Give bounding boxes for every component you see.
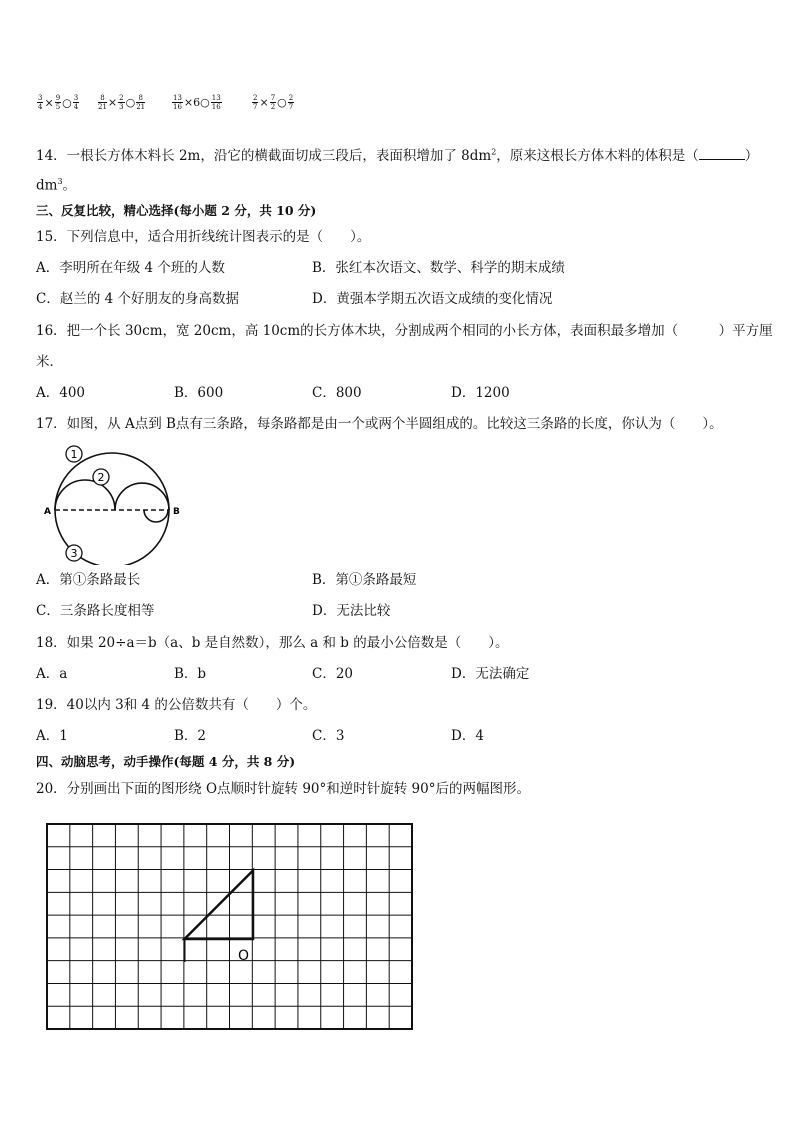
operator: × xyxy=(259,96,269,109)
q15-option-a[interactable]: A．李明所在年级 4 个班的人数 xyxy=(36,260,225,276)
grid-figure xyxy=(46,823,414,1033)
denominator: 4 xyxy=(38,103,43,111)
question-14 xyxy=(36,147,758,164)
denominator: 7 xyxy=(288,103,294,111)
q17-option-a[interactable]: A．第①条路最长 xyxy=(36,572,141,588)
point-o-label: O xyxy=(238,948,250,964)
q16-option-c[interactable]: C．800 xyxy=(312,385,362,401)
bracket-close: ） xyxy=(744,148,759,164)
q19-option-b[interactable]: B．2 xyxy=(174,728,207,744)
q16-option-b[interactable]: B．600 xyxy=(174,385,224,401)
operator: ×6○ xyxy=(183,96,210,109)
unit: dm xyxy=(36,177,58,194)
q18-option-c[interactable]: C．20 xyxy=(312,666,354,682)
period: 。 xyxy=(62,177,77,194)
q19-option-a[interactable]: A．1 xyxy=(36,728,68,744)
q17-option-d[interactable]: D．无法比较 xyxy=(312,603,391,619)
expression-1 xyxy=(36,96,80,109)
q17-option-b[interactable]: B．第①条路最短 xyxy=(312,572,417,588)
question-14-line-2 xyxy=(36,178,76,193)
denominator: 21 xyxy=(98,103,107,111)
right-triangle xyxy=(185,871,254,940)
operator: × xyxy=(44,96,54,109)
compare-circle: ○ xyxy=(62,96,72,109)
question-17-stem: 17．如图，从 A点到 B点有三条路，每条路都是由一个或两个半圆组成的。比较这三条路的长度，你认为（ ）。 xyxy=(36,416,723,432)
numerator: 2 xyxy=(119,94,124,102)
question-19-stem: 19．40以内 3和 4 的公倍数共有（ ）个。 xyxy=(36,697,317,713)
denominator: 21 xyxy=(136,103,146,111)
question-15-stem: 15．下列信息中，适合用折线统计图表示的是（ ）。 xyxy=(36,229,371,245)
q15-option-b[interactable]: B．张红本次语文、数学、科学的期末成绩 xyxy=(312,260,565,276)
numerator: 13 xyxy=(173,94,182,102)
denominator: 2 xyxy=(270,103,276,111)
question-16-stem-2: 米． xyxy=(36,354,63,370)
superscript: 2 xyxy=(491,147,497,157)
denominator: 16 xyxy=(211,103,221,111)
question-14-text: 14．一根长方体木料长 2m，沿它的横截面切成三段后，表面积增加了 8dm xyxy=(36,148,492,164)
path-2-right-semicircle xyxy=(115,483,169,510)
expression-2 xyxy=(97,94,146,111)
numerator: 8 xyxy=(98,94,107,103)
numerator: 2 xyxy=(253,94,258,102)
point-b-label: B xyxy=(173,507,180,517)
q16-option-a[interactable]: A．400 xyxy=(36,385,86,401)
denominator: 7 xyxy=(253,103,258,111)
q19-option-c[interactable]: C．3 xyxy=(312,728,345,744)
operator: × xyxy=(107,96,118,109)
q18-option-b[interactable]: B．b xyxy=(174,666,207,682)
fraction-expressions xyxy=(36,94,80,111)
path-1-label: 1 xyxy=(70,448,78,461)
numerator: 3 xyxy=(38,94,43,102)
grid-lines xyxy=(47,824,412,1029)
denominator: 4 xyxy=(73,103,79,111)
numerator: 13 xyxy=(211,94,221,102)
path-2-left-semicircle xyxy=(55,480,115,510)
question-20-stem: 20．分别画出下面的图形绕 O点顺时针旋转 90°和逆时针旋转 90°后的两幅图形。 xyxy=(36,781,530,797)
q18-option-a[interactable]: A．a xyxy=(36,666,68,682)
question-14-text-2: ，原来这根长方体木料的体积是（ xyxy=(496,148,699,164)
section-4-heading: 四、动脑思考，动手操作(每题 4 分，共 8 分) xyxy=(36,754,296,769)
question-16-stem: 16．把一个长 30cm，宽 20cm，高 10cm的长方体木块，分割成两个相同的小长方体，表面积最多增加（ ）平方厘 xyxy=(36,323,773,339)
numerator: 9 xyxy=(55,94,61,102)
point-a-label: A xyxy=(44,507,51,517)
compare-circle: ○ xyxy=(125,96,136,109)
q19-option-d[interactable]: D．4 xyxy=(451,728,484,744)
answer-blank[interactable] xyxy=(699,147,745,160)
compare-circle: ○ xyxy=(277,96,287,109)
q17-option-c[interactable]: C．三条路长度相等 xyxy=(36,603,155,619)
denominator: 5 xyxy=(55,103,61,111)
expression-4 xyxy=(251,94,295,111)
q15-option-d[interactable]: D．黄强本学期五次语文成绩的变化情况 xyxy=(312,291,553,307)
denominator: 3 xyxy=(119,103,124,111)
path-2-label: 2 xyxy=(97,471,105,484)
q15-option-c[interactable]: C．赵兰的 4 个好朋友的身高数据 xyxy=(36,291,240,307)
semicircle-paths-figure xyxy=(40,440,190,565)
question-18-stem: 18．如果 20÷a＝b（a、b 是自然数），那么 a 和 b 的最小公倍数是（ ）。 xyxy=(36,635,509,651)
numerator: 8 xyxy=(136,94,145,103)
expression-3 xyxy=(171,94,223,111)
numerator: 7 xyxy=(270,94,276,102)
denominator: 16 xyxy=(173,103,182,111)
superscript: 3 xyxy=(57,177,63,186)
q18-option-d[interactable]: D．无法确定 xyxy=(451,666,530,682)
path-3-small-semicircle xyxy=(144,510,168,522)
q16-option-d[interactable]: D．1200 xyxy=(451,385,510,401)
numerator: 3 xyxy=(73,94,79,102)
path-3-label: 3 xyxy=(70,547,78,560)
numerator: 2 xyxy=(288,94,294,102)
section-3-heading: 三、反复比较，精心选择(每小题 2 分，共 10 分) xyxy=(36,203,317,218)
